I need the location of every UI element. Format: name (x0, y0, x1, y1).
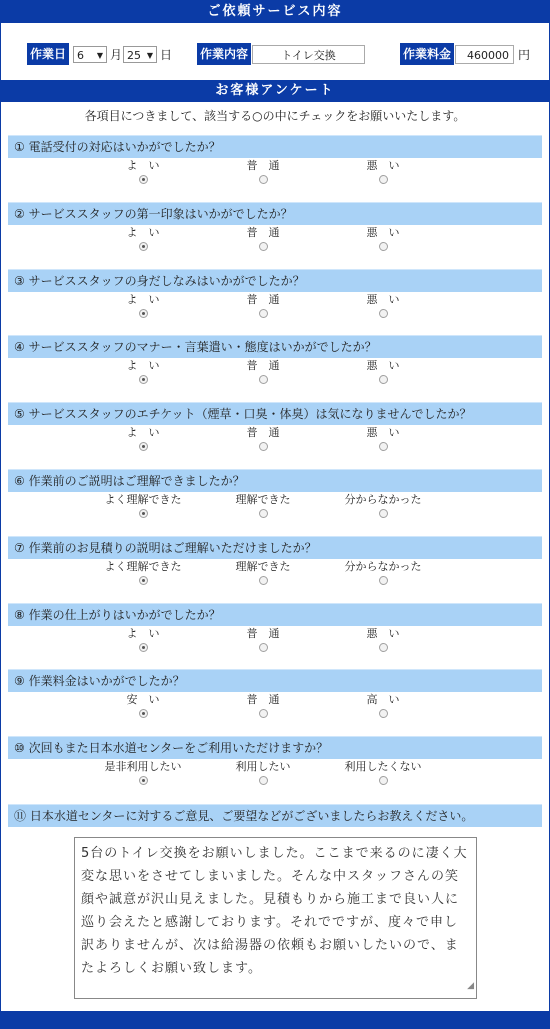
day-unit: 日 (160, 48, 173, 62)
answer-option-label: よ い (126, 159, 160, 172)
radio-button[interactable] (379, 643, 388, 652)
question-2-title: ② サービススタッフの第一印象はいかがでしたか？ (8, 202, 542, 225)
answer-option-label: よ い (126, 359, 160, 372)
question-7 (8, 536, 542, 573)
radio-button[interactable] (139, 776, 148, 785)
work-fee-label: 作業料金 (400, 43, 454, 65)
answer-option[interactable] (323, 693, 443, 718)
service-details (1, 37, 549, 69)
question-10 (8, 736, 542, 773)
answer-option-label: よ い (126, 627, 160, 640)
answer-option[interactable] (323, 493, 443, 518)
survey-instructions: 各項目につきまして、該当する○の中にチェックをお願いいたします。 (84, 109, 466, 123)
answer-option[interactable] (83, 493, 203, 518)
radio-button[interactable] (259, 375, 268, 384)
answer-option-label: よ い (126, 293, 160, 306)
day-value: 25 (127, 49, 141, 62)
question-9 (8, 669, 542, 706)
radio-button[interactable] (139, 643, 148, 652)
answer-option[interactable] (203, 159, 323, 184)
question-8 (8, 603, 542, 640)
answer-option-label: 高 い (366, 693, 400, 706)
question-6 (8, 469, 542, 506)
radio-button[interactable] (259, 309, 268, 318)
answer-option-label: 理解できた (235, 560, 291, 573)
answer-option-label: 普 通 (246, 359, 280, 372)
work-date-label: 作業日 (27, 43, 69, 65)
radio-button[interactable] (259, 643, 268, 652)
question-7-title: ⑦ 作業前のお見積りの説明はご理解いただけましたか？ (8, 536, 542, 559)
answer-option[interactable] (203, 693, 323, 718)
dropdown-arrow-icon: ▼ (146, 51, 153, 60)
radio-button[interactable] (139, 175, 148, 184)
question-5 (8, 402, 542, 439)
question-9-title: ⑨ 作業料金はいかがでしたか？ (8, 669, 542, 692)
answer-option-label: 普 通 (246, 693, 280, 706)
answer-option-label: 普 通 (246, 293, 280, 306)
answer-option-label: 利用したくない (344, 760, 422, 773)
answer-option-label: 悪 い (366, 226, 400, 239)
radio-button[interactable] (139, 375, 148, 384)
fee-unit: 円 (518, 48, 531, 62)
answer-option[interactable] (83, 293, 203, 318)
answer-option-label: よ い (126, 226, 160, 239)
answer-option-label: 利用したい (235, 760, 291, 773)
radio-button[interactable] (259, 709, 268, 718)
answer-option[interactable] (323, 159, 443, 184)
question-3 (8, 269, 542, 306)
question-4 (8, 335, 542, 372)
answer-option[interactable] (323, 226, 443, 251)
question-11-title: ⑪ 日本水道センターに対するご意見、ご要望などがございましたらお教えください。 (8, 804, 542, 827)
answer-option[interactable] (203, 560, 323, 585)
question-10-title: ⑩ 次回もまた日本水道センターをご利用いただけますか？ (8, 736, 542, 759)
radio-button[interactable] (139, 509, 148, 518)
service-header: ご依頼サービス内容 (1, 1, 549, 23)
survey-header: お客様アンケート (1, 80, 549, 102)
answer-option[interactable] (323, 627, 443, 652)
answer-option-label: 普 通 (246, 426, 280, 439)
month-unit: 月 (110, 48, 123, 62)
footer-bar (1, 1011, 549, 1028)
answer-option[interactable] (83, 627, 203, 652)
resize-grip-icon: ◢ (467, 981, 475, 991)
answer-option[interactable] (83, 760, 203, 785)
answer-option[interactable] (83, 560, 203, 585)
answer-option-label: 悪 い (366, 426, 400, 439)
work-content-field[interactable]: トイレ交換 (252, 45, 365, 64)
answer-option[interactable] (323, 426, 443, 451)
question-8-title: ⑧ 作業の仕上がりはいかがでしたか？ (8, 603, 542, 626)
radio-button[interactable] (259, 776, 268, 785)
question-1-title: ① 電話受付の対応はいかがでしたか？ (8, 135, 542, 158)
answer-option-label: 悪 い (366, 359, 400, 372)
answer-option[interactable] (323, 560, 443, 585)
question-11 (8, 804, 542, 827)
radio-button[interactable] (379, 776, 388, 785)
radio-button[interactable] (379, 309, 388, 318)
radio-button[interactable] (379, 509, 388, 518)
answer-option-label: 悪 い (366, 293, 400, 306)
answer-option[interactable] (203, 760, 323, 785)
question-6-title: ⑥ 作業前のご説明はご理解できましたか？ (8, 469, 542, 492)
work-content-label: 作業内容 (197, 43, 251, 65)
radio-button[interactable] (139, 309, 148, 318)
answer-option[interactable] (203, 293, 323, 318)
answer-option[interactable] (83, 159, 203, 184)
radio-button[interactable] (259, 509, 268, 518)
answer-option[interactable] (323, 293, 443, 318)
radio-button[interactable] (139, 442, 148, 451)
answer-option-label: 是非利用したい (104, 760, 182, 773)
radio-button[interactable] (379, 576, 388, 585)
month-value: 6 (77, 49, 84, 62)
question-3-title: ③ サービススタッフの身だしなみはいかがでしたか？ (8, 269, 542, 292)
answer-option-label: 理解できた (235, 493, 291, 506)
answer-option[interactable] (203, 627, 323, 652)
radio-button[interactable] (139, 576, 148, 585)
radio-button[interactable] (259, 242, 268, 251)
question-4-title: ④ サービススタッフのマナー・言葉遣い・態度はいかがでしたか？ (8, 335, 542, 358)
answer-option-label: 普 通 (246, 627, 280, 640)
answer-option[interactable] (203, 493, 323, 518)
answer-option-label: 悪 い (366, 159, 400, 172)
question-5-title: ⑤ サービススタッフのエチケット（煙草・口臭・体臭）は気になりませんでしたか？ (8, 402, 542, 425)
answer-option[interactable] (203, 359, 323, 384)
work-fee-field[interactable]: 460000 (455, 45, 514, 64)
radio-button[interactable] (139, 709, 148, 718)
answer-option[interactable] (203, 226, 323, 251)
radio-button[interactable] (379, 375, 388, 384)
answer-option[interactable] (323, 359, 443, 384)
radio-button[interactable] (259, 442, 268, 451)
answer-option[interactable] (203, 426, 323, 451)
answer-option[interactable] (83, 693, 203, 718)
radio-button[interactable] (379, 442, 388, 451)
comment-textarea[interactable] (74, 837, 477, 999)
answer-option[interactable] (83, 359, 203, 384)
radio-button[interactable] (379, 242, 388, 251)
radio-button[interactable] (379, 709, 388, 718)
answer-option-label: 分からなかった (344, 560, 422, 573)
answer-option-label: 安 い (126, 693, 160, 706)
question-1 (8, 135, 542, 172)
answer-option[interactable] (83, 226, 203, 251)
answer-option-label: 普 通 (246, 226, 280, 239)
question-2 (8, 202, 542, 239)
radio-button[interactable] (379, 175, 388, 184)
day-select[interactable] (123, 46, 157, 63)
answer-option-label: よく理解できた (104, 560, 182, 573)
answer-option-label: 悪 い (366, 627, 400, 640)
answer-option-label: よく理解できた (104, 493, 182, 506)
radio-button[interactable] (259, 175, 268, 184)
month-select[interactable] (73, 46, 107, 63)
radio-button[interactable] (139, 242, 148, 251)
answer-option-label: 普 通 (246, 159, 280, 172)
answer-option[interactable] (323, 760, 443, 785)
comment-text: 5台のトイレ交換をお願いしました。ここまで来るのに凄く大変な思いをさせてしまいました。そんな中スタッフさんの笑顔や誠意が沢山見えました。見積もりから施工まで良い人に巡り会えたと感謝しております。それでですが、度々で申し訳ありませんが、次は給湯器の依頼もお願いしたいので、またよろしくお願い致します。 (81, 846, 468, 976)
answer-option[interactable] (83, 426, 203, 451)
dropdown-arrow-icon: ▼ (96, 51, 103, 60)
answer-option-label: 分からなかった (344, 493, 422, 506)
radio-button[interactable] (259, 576, 268, 585)
answer-option-label: よ い (126, 426, 160, 439)
